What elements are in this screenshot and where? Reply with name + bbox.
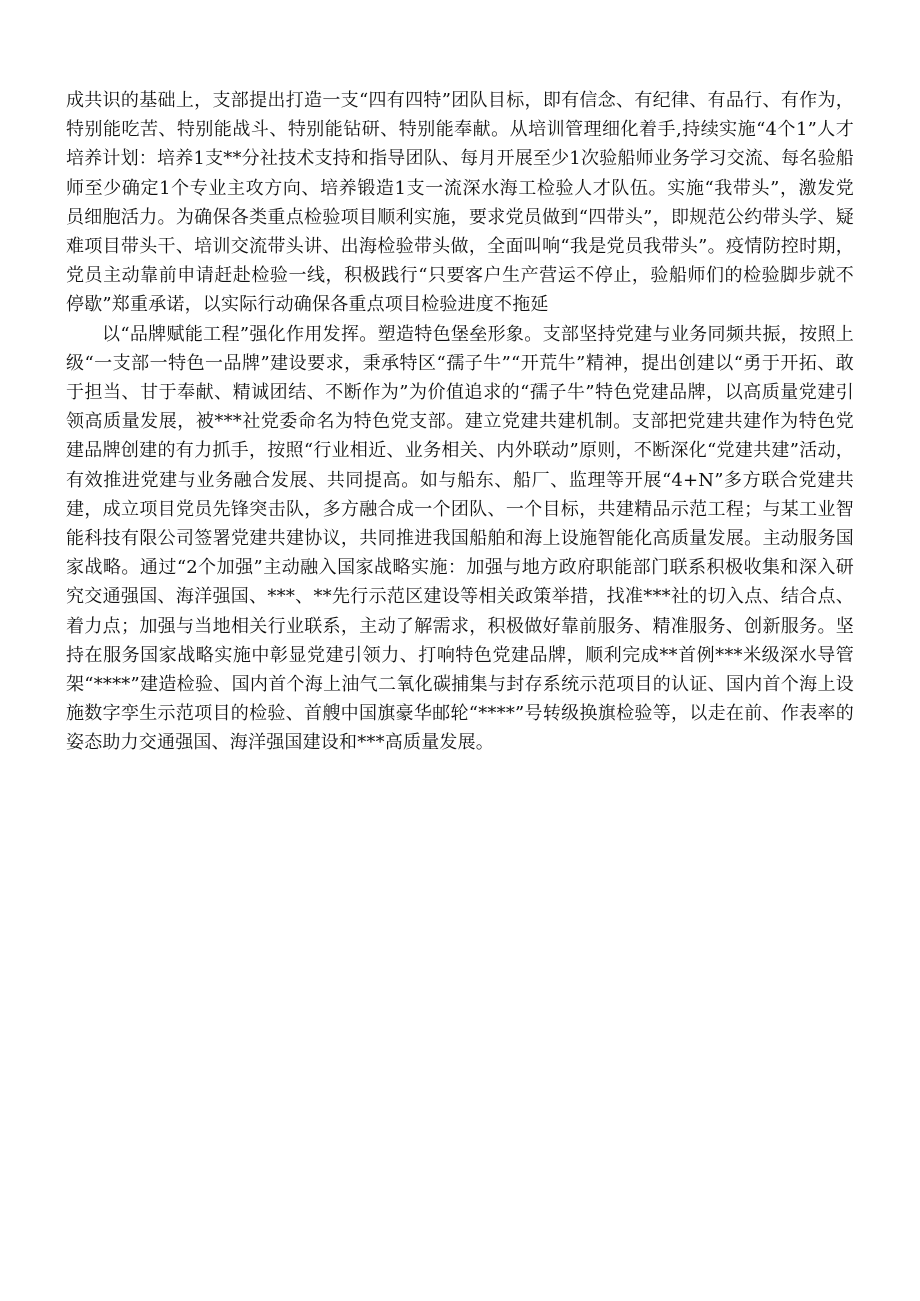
paragraph-brand-empowerment: 以“品牌赋能工程”强化作用发挥。塑造特色堡垒形象。支部坚持党建与业务同频共振，按照上级“一支部一特色一品牌”建设要求，秉承特区“孺子牛”“开荒牛”精神，提出创建以“勇于开拓、敢于担当、甘于奉献、精诚团结、不断作为”为价值追求的“孺子牛”特色党建品牌，以高质量党建引领高质量发展，被***社党委命名为特色党支部。建立党建共建机制。支部把党建共建作为特色党建品牌创建的有力抓手，按照“行业相近、业务相关、内外联动”原则，不断深化“党建共建”活动，有效推进党建与业务融合发展、共同提高。如与船东、船厂、监理等开展“4+N”多方联合党建共建，成立项目党员先锋突击队，多方融合成一个团队、一个目标，共建精品示范工程；与某工业智能科技有限公司签署党建共建协议，共同推进我国船舶和海上设施智能化高质量发展。主动服务国家战略。通过“2个加强”主动融入国家战略实施：加强与地方政府职能部门联系积极收集和深入研究交通强国、海洋强国、***、**先行示范区建设等相关政策举措，找准***社的切入点、结合点、着力点；加强与当地相关行业联系，主动了解需求，积极做好靠前服务、精准服务、创新服务。坚持在服务国家战略实施中彰显党建引领力、打响特色党建品牌，顺利完成**首例***米级深水导管架“****”建造检验、国内首个海上油气二氧化碳捕集与封存系统示范项目的认证、国内首个海上设施数字孪生示范项目的检验、首艘中国旗豪华邮轮“****”号转级换旗检验等，以走在前、作表率的姿态助力交通强国、海洋强国建设和***高质量发展。 — [66, 323, 854, 754]
document-page — [66, 86, 854, 758]
paragraph-team-building: 成共识的基础上，支部提出打造一支“四有四特”团队目标，即有信念、有纪律、有品行、有作为，特别能吃苦、特别能战斗、特别能钻研、特别能奉献。从培训管理细化着手,持续实施“4个1”人才培养计划：培养1支**分社技术支持和指导团队、每月开展至少1次验船师业务学习交流、每名验船师至少确定1个专业主攻方向、培养锻造1支一流深水海工检验人才队伍。实施“我带头”，激发党员细胞活力。为确保各类重点检验项目顺利实施，要求党员做到“四带头”，即规范公约带头学、疑难项目带头干、培训交流带头讲、出海检验带头做，全面叫响“我是党员我带头”。疫情防控时期，党员主动靠前申请赶赴检验一线，积极践行“只要客户生产营运不停止，验船师们的检验脚步就不停歇”郑重承诺，以实际行动确保各重点项目检验进度不拖延 — [66, 90, 854, 316]
